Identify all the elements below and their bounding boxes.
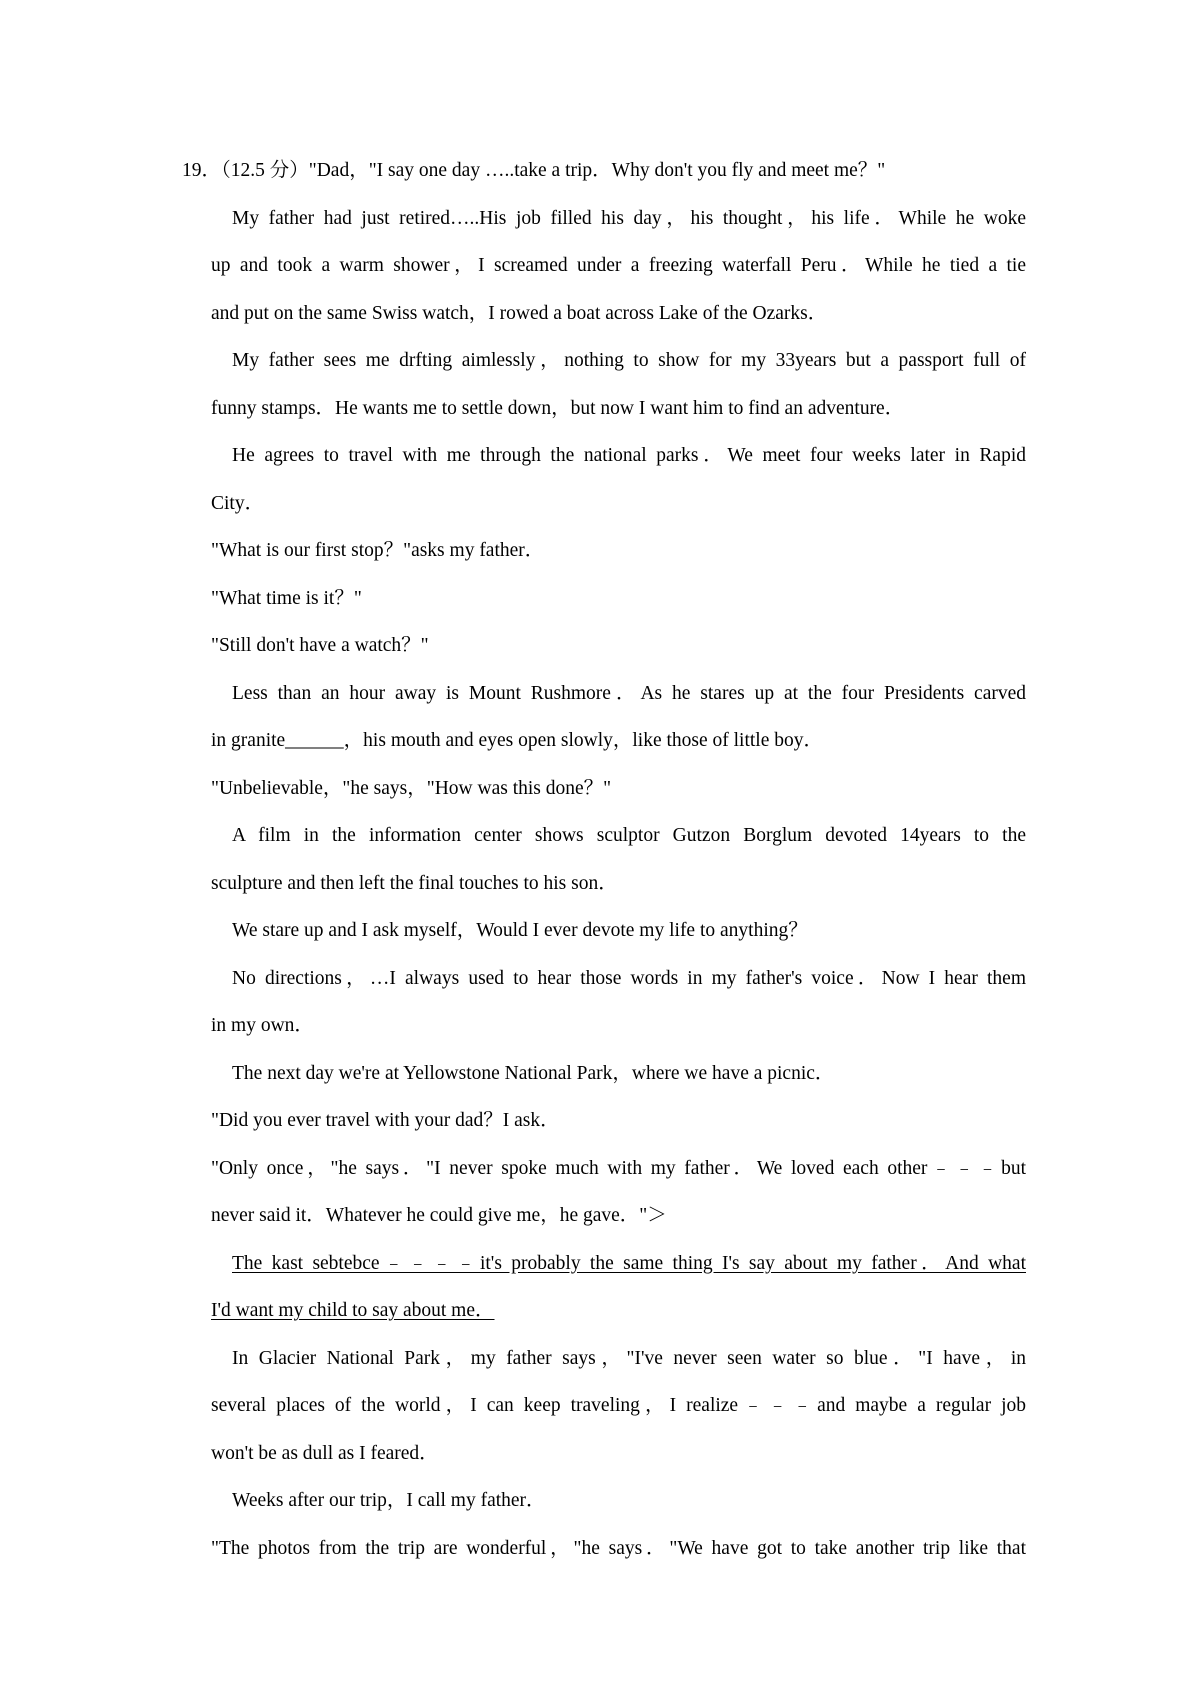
question-header-line: 19．（12.5 分）"Dad，"I say one day …..take a trip．Why don't you fly and meet me？" xyxy=(182,160,886,181)
text-line: up and took a warm shower，I screamed under a freezing waterfall Peru．While he tied a tie xyxy=(211,255,1026,276)
text-line: "Unbelievable，"he says，"How was this done？" xyxy=(211,777,612,799)
text-line: and put on the same Swiss watch，I rowed a boat across Lake of the Ozarks． xyxy=(211,302,828,324)
text-line: "The photos from the trip are wonderful，"he says．"We have got to take another trip like that xyxy=(211,1537,1026,1559)
text-line: "What is our first stop？"asks my father． xyxy=(211,540,545,561)
underlined-sentence-part-2: I'd want my child to say about me． xyxy=(211,1300,495,1321)
underlined-line xyxy=(211,1240,1026,1288)
text-line: He agrees to travel with me through the national parks．We meet four weeks later in Rapid xyxy=(232,445,1026,466)
text-line: Weeks after our trip，I call my father． xyxy=(232,1490,546,1511)
text-line: We stare up and I ask myself，Would I ever devote my life to anything？ xyxy=(232,920,808,941)
question-19-passage xyxy=(182,147,1026,1572)
text-line: My father had just retired…..His job filled his day，his thought，his life．While he woke xyxy=(232,207,1026,229)
text-line: "Did you ever travel with your dad？I ask． xyxy=(211,1110,560,1131)
text-line: funny stamps．He wants me to settle down，but now I want him to find an adventure． xyxy=(211,397,905,419)
text-line: City． xyxy=(211,492,265,514)
text-line: A film in the information center shows sculptor Gutzon Borglum devoted 14years to the xyxy=(232,825,1026,846)
underlined-sentence-part-1: The kast sebtebce﹣﹣﹣﹣it's probably the same thing I's say about my father．And what xyxy=(232,1252,1026,1274)
text-line: won't be as dull as I feared． xyxy=(211,1442,439,1464)
text-line: "Still don't have a watch？" xyxy=(211,635,429,656)
text-line: several places of the world，I can keep traveling，I realize﹣﹣﹣and maybe a regular job xyxy=(211,1395,1026,1416)
text-line: In Glacier National Park，my father says，"I've never seen water so blue．"I have，in xyxy=(232,1347,1026,1369)
text-line: sculpture and then left the final touches to his son． xyxy=(211,872,618,894)
text-line: My father sees me drfting aimlessly，nothing to show for my 33years but a passport full of xyxy=(232,350,1026,371)
text-line: Less than an hour away is Mount Rushmore．As he stares up at the four Presidents carved xyxy=(232,682,1026,704)
underlined-line xyxy=(211,1287,1026,1335)
text-line-with-blank: in granite______，his mouth and eyes open slowly，like those of little boy． xyxy=(211,730,824,751)
text-line: in my own． xyxy=(211,1015,314,1036)
text-line: "What time is it？" xyxy=(211,587,362,609)
text-line: No directions，…I always used to hear those words in my father's voice．Now I hear them xyxy=(232,967,1026,989)
text-line: never said it．Whatever he could give me，he gave．"＞ xyxy=(211,1205,667,1226)
text-line: The next day we're at Yellowstone National Park，where we have a picnic． xyxy=(232,1062,835,1084)
text-line: "Only once，"he says．"I never spoke much with my father．We loved each other﹣﹣﹣but xyxy=(211,1157,1026,1179)
